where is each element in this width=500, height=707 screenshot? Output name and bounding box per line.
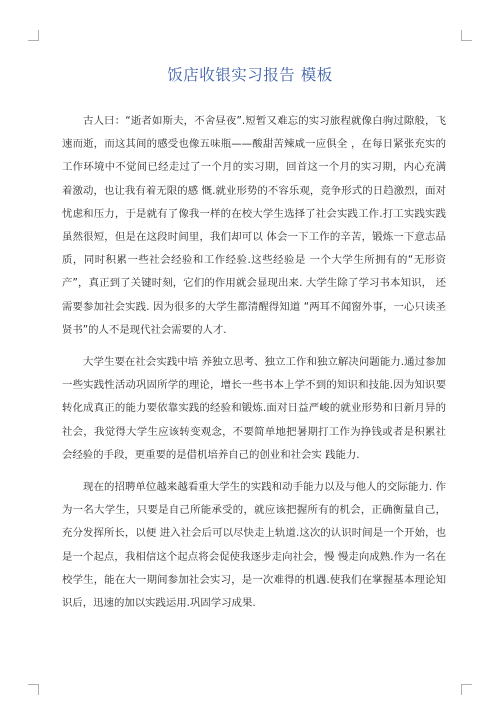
crop-mark-bottom-left [28,684,39,695]
page-title: 饭店收银实习报告 模板 [167,66,333,84]
paragraph-2: 大学生要在社会实践中培 养独立思考、独立工作和独立解决问题能力.通过参加一些实践性活动巩固所学的理论，增长一些书本上学不到的知识和技能.因为知识要转化成真正的能力要依靠实践的经验和锻炼.面对日益严峻的就业形势和日新月异的社会，我觉得大学生应该转变观念，不要简单地把暑期打工作为挣钱或者是积累社会经验的手段，更重要的是借机培养自己的创业和社会实 践能力. [62,356,446,461]
paragraph-1: 古人曰：“逝者如斯夫，不舍昼夜”.短暂又难忘的实习旅程就像白驹过隙般，飞速而逝，而这其间的感受也像五味瓶——酸甜苦辣咸一应俱全 ，在每日紧张充实的工作环境中不觉间已经走过了一个月的实习期，回首这一个月的实习期，内心充满着激动，也让我有着无限的感 慨.就业形势的不容乐观，竞争形式的日趋激烈，面对忧虑和压力，于是就有了像我一样的在校大学生选择了社会实践工作.打工实践实践虽然很短，但是在这段时间里，我们却可以 体会一下工作的辛苦，锻炼一下意志品质，同时积累一些社会经验和工作经验.这些经验是 一个大学生所拥有的“无形资产”，真正到了关键时刻，它们的作用就会显现出来. 大学生除了学习书本知识， 还需要参加社会实践. 因为很多的大学生都清醒得知道 “两耳不闻窗外事，一心只读圣贤书”的人不是现代社会需要的人才. [62,115,446,336]
crop-mark-bottom-right [461,684,472,695]
document-body [62,110,446,624]
crop-mark-top-right [461,30,472,41]
crop-mark-top-left [28,30,39,41]
paragraph-3: 现在的招聘单位越来越看重大学生的实践和动手能力以及与他人的交际能力. 作为一名大学生，只要是自己所能承受的，就应该把握所有的机会，正确衡量自己，充分发挥所长，以便 进入社会后可以尽快走上轨道.这次的认识时间是一个开始，也是一个起点，我相信这个起点将会促使我逐步走向社会，慢 慢走向成熟.作为一名在校学生，能在大一期间参加社会实习，是一次难得的机遇.使我们在掌握基本理论知识后，迅速的加以实践运用.巩固学习成果. [62,481,446,610]
